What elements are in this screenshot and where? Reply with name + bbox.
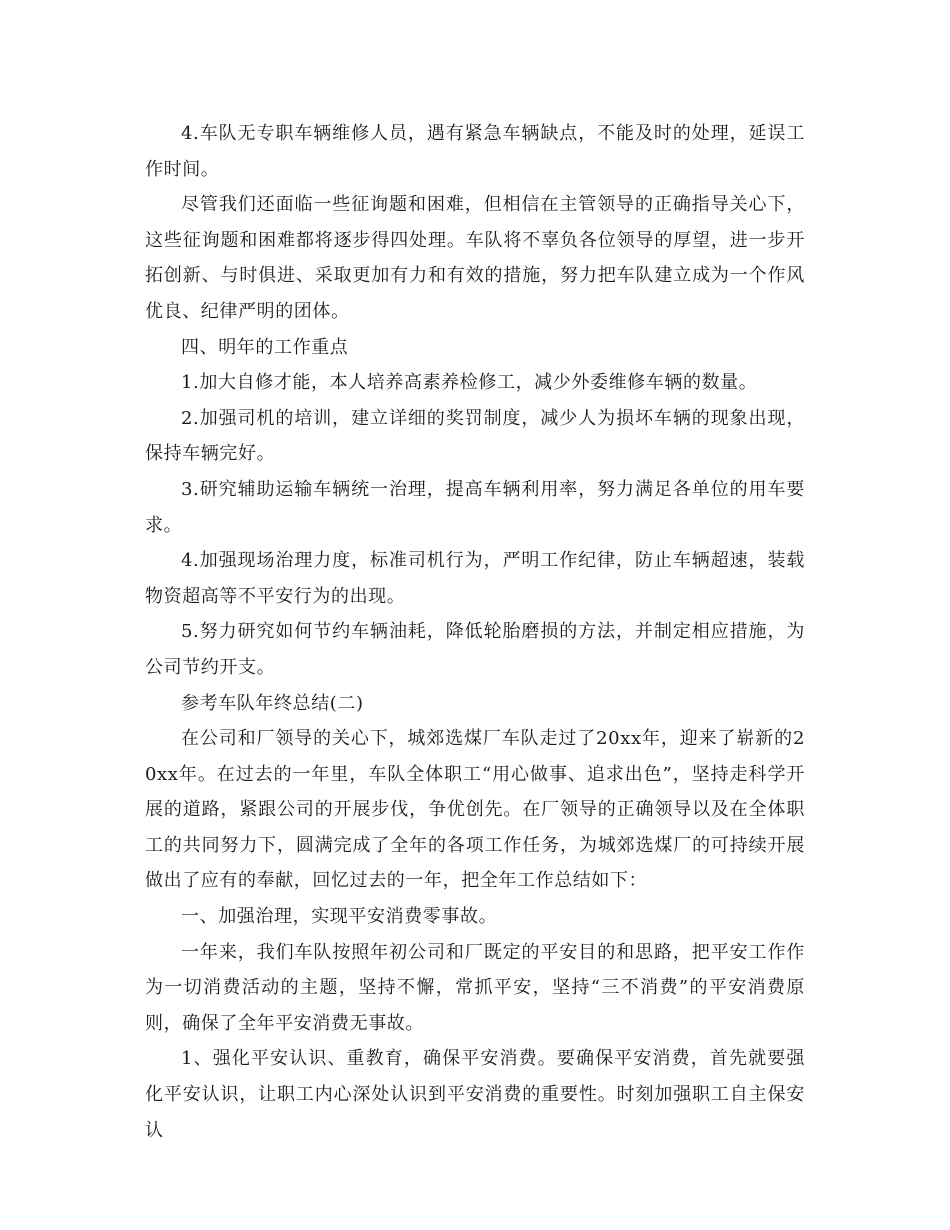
list-item-fuel-saving: 5.努力研究如何节约车辆油耗，降低轮胎磨损的方法，并制定相应措施，为公司节约开支。 <box>145 621 805 678</box>
list-item-driver-training: 2.加强司机的培训，建立详细的奖罚制度，减少人为损坏车辆的现象出现，保持车辆完好。 <box>145 407 805 465</box>
section-heading-safety-management: 一、加强治理，实现平安消费零事故。 <box>181 906 498 928</box>
paragraph-intro-summary: 在公司和厂领导的关心下，城郊选煤厂车队走过了20xx年，迎来了崭新的20xx年。在过去的一年里，车队全体职工“用心做事、追求出色”，坚持走科学开展的道路，紧跟公司的开展步伐，争优创先。在厂领导的正确领导以及在全体职工的共同努力下，圆满完成了全年的各项工作任务，为城郊选煤厂的可持续开展做出了应有的奉献，回忆过去的一年，把全年工作总结如下： <box>145 728 805 892</box>
list-item-site-management: 4.加强现场治理力度，标准司机行为，严明工作纪律，防止车辆超速，装载物资超高等不平安行为的出现。 <box>145 550 805 607</box>
paragraph-safety-awareness: 1、强化平安认识、重教育，确保平安消费。要确保平安消费，首先就要强化平安认识，让职工内心深处认识到平安消费的重要性。时刻加强职工自主保安认 <box>145 1048 805 1141</box>
paragraph-vehicle-repair-staff: 4.车队无专职车辆维修人员，遇有紧急车辆缺点，不能及时的处理，延误工作时间。 <box>145 123 805 180</box>
document-body <box>145 116 805 1148</box>
section-title-reference-summary-2: 参考车队年终总结(二) <box>181 692 364 714</box>
paragraph-challenges: 尽管我们还面临一些征询题和困难，但相信在主管领导的正确指导关心下，这些征询题和困难都将逐步得四处理。车队将不辜负各位领导的厚望，进一步开拓创新、与时俱进、采取更加有力和有效的措施，努力把车队建立成为一个作风优良、纪律严明的团体。 <box>145 194 805 322</box>
list-item-vehicle-management: 3.研究辅助运输车辆统一治理，提高车辆利用率，努力满足各单位的用车要求。 <box>145 478 805 536</box>
paragraph-safety-goals: 一年来，我们车队按照年初公司和厂既定的平安目的和思路，把平安工作作为一切消费活动的主题，坚持不懈，常抓平安，坚持“三不消费”的平安消费原则，确保了全年平安消费无事故。 <box>145 941 805 1034</box>
section-heading-next-year-focus: 四、明年的工作重点 <box>181 336 349 358</box>
list-item-self-repair: 1.加大自修才能，本人培养高素养检修工，减少外委维修车辆的数量。 <box>181 372 758 394</box>
